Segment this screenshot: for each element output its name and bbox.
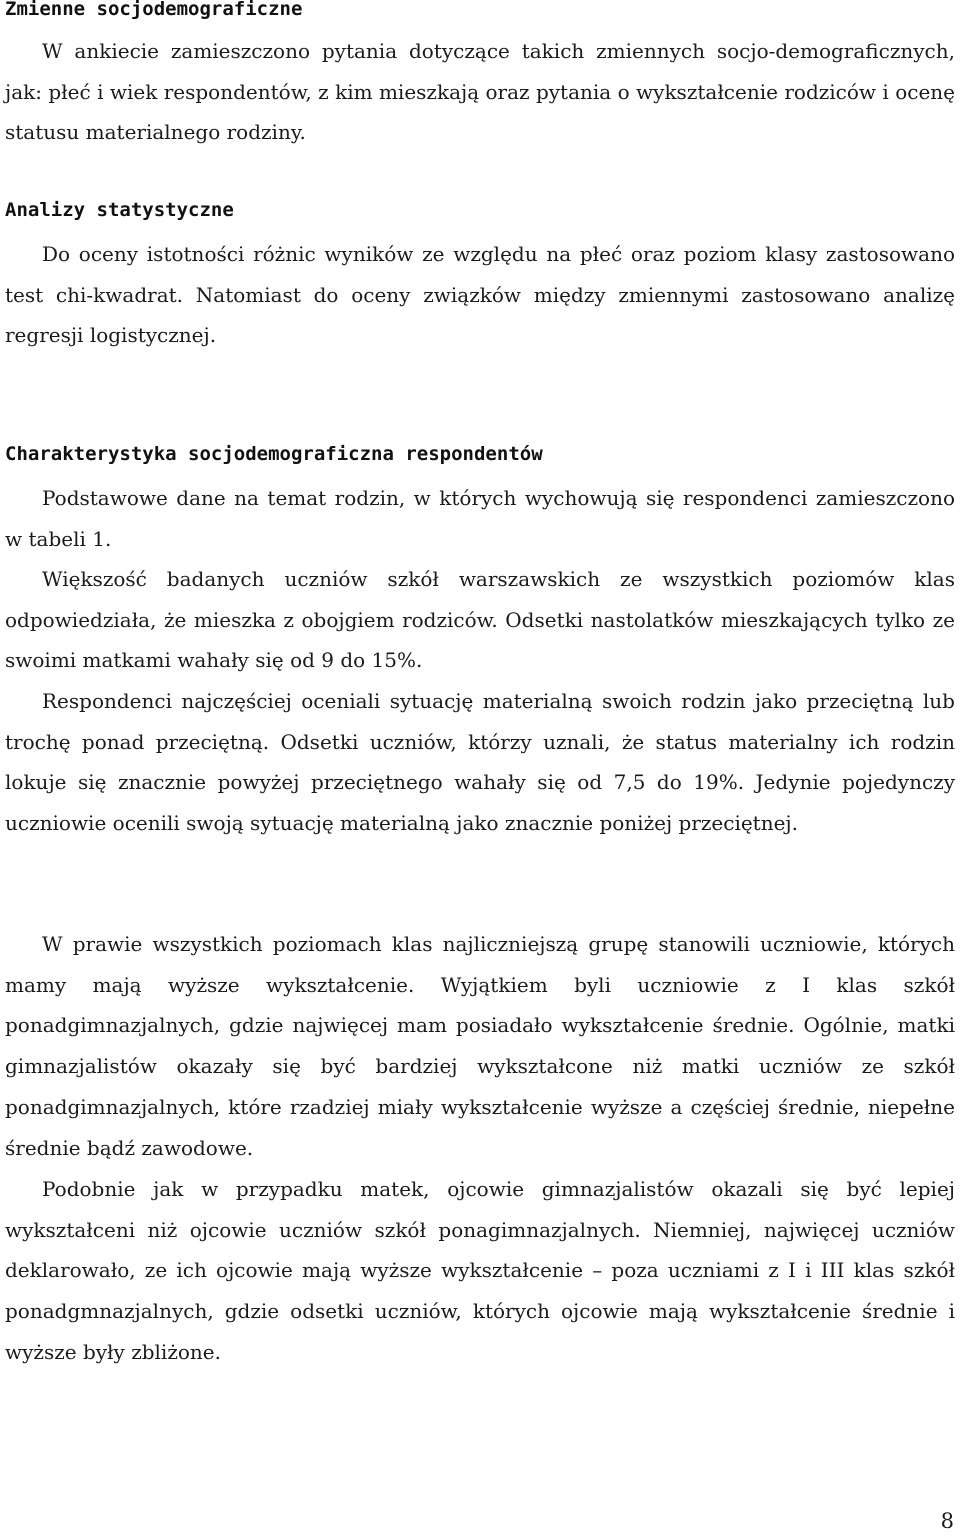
paragraph-living-with-parents: Większość badanych uczniów szkół warszawskich ze wszystkich poziomów klas odpowiedziała, że mieszka z obojgiem rodziców. Odsetki nastolatków mieszkających tylko ze swoimi matkami wahały się od 9 do 15%. bbox=[5, 567, 955, 673]
paragraph-fathers-education: Podobnie jak w przypadku matek, ojcowie gimnazjalistów okazali się być lepiej wykształceni niż ojcowie uczniów szkół ponagimnazjalnych. Niemniej, najwięcej uczniów deklarowało, ze ich ojcowie mają wyższe wykształcenie – poza uczniami z I i III klas szkół ponadgmnazjalnych, gdzie odsetki uczniów, których ojcowie mają wykształcenie średnie i wyższe były zbliżone. bbox=[5, 1177, 955, 1364]
paragraph-variables: W ankiecie zamieszczono pytania dotyczące takich zmiennych socjo-demograficznych, jak: płeć i wiek respondentów, z kim mieszkają oraz pytania o wykształcenie rodziców i ocenę statusu materialnego rodziny. bbox=[5, 39, 955, 145]
paragraph-statistics: Do oceny istotności różnic wyników ze względu na płeć oraz poziom klasy zastosowano test chi-kwadrat. Natomiast do oceny związków między zmiennymi zastosowano analizę regresji logistycznej. bbox=[5, 242, 955, 348]
section-heading-variables: Zmienne socjodemograficzne bbox=[5, 0, 303, 20]
page-number: 8 bbox=[940, 1509, 954, 1533]
section-heading-characteristics: Charakterystyka socjodemograficzna respondentów bbox=[5, 443, 543, 465]
paragraph-table-reference: Podstawowe dane na temat rodzin, w których wychowują się respondenci zamieszczono w tabeli 1. bbox=[5, 486, 955, 551]
paragraph-material-status: Respondenci najczęściej oceniali sytuację materialną swoich rodzin jako przeciętną lub trochę ponad przeciętną. Odsetki uczniów, którzy uznali, że status materialny ich rodzin lokuje się znacznie powyżej przeciętnego wahały się od 7,5 do 19%. Jedynie pojedynczy uczniowie ocenili swoją sytuację materialną jako znacznie poniżej przeciętnej. bbox=[5, 689, 955, 836]
paragraph-mothers-education: W prawie wszystkich poziomach klas najliczniejszą grupę stanowili uczniowie, których mamy mają wyższe wykształcenie. Wyjątkiem byli uczniowie z I klas szkół ponadgimnazjalnych, gdzie najwięcej mam posiadało wykształcenie średnie. Ogólnie, matki gimnazjalistów okazały się być bardziej wykształcone niż matki uczniów ze szkół ponadgimnazjalnych, które rzadziej miały wykształcenie wyższe a częściej średnie, niepełne średnie bądź zawodowe. bbox=[5, 932, 955, 1160]
section-heading-statistics: Analizy statystyczne bbox=[5, 199, 234, 221]
